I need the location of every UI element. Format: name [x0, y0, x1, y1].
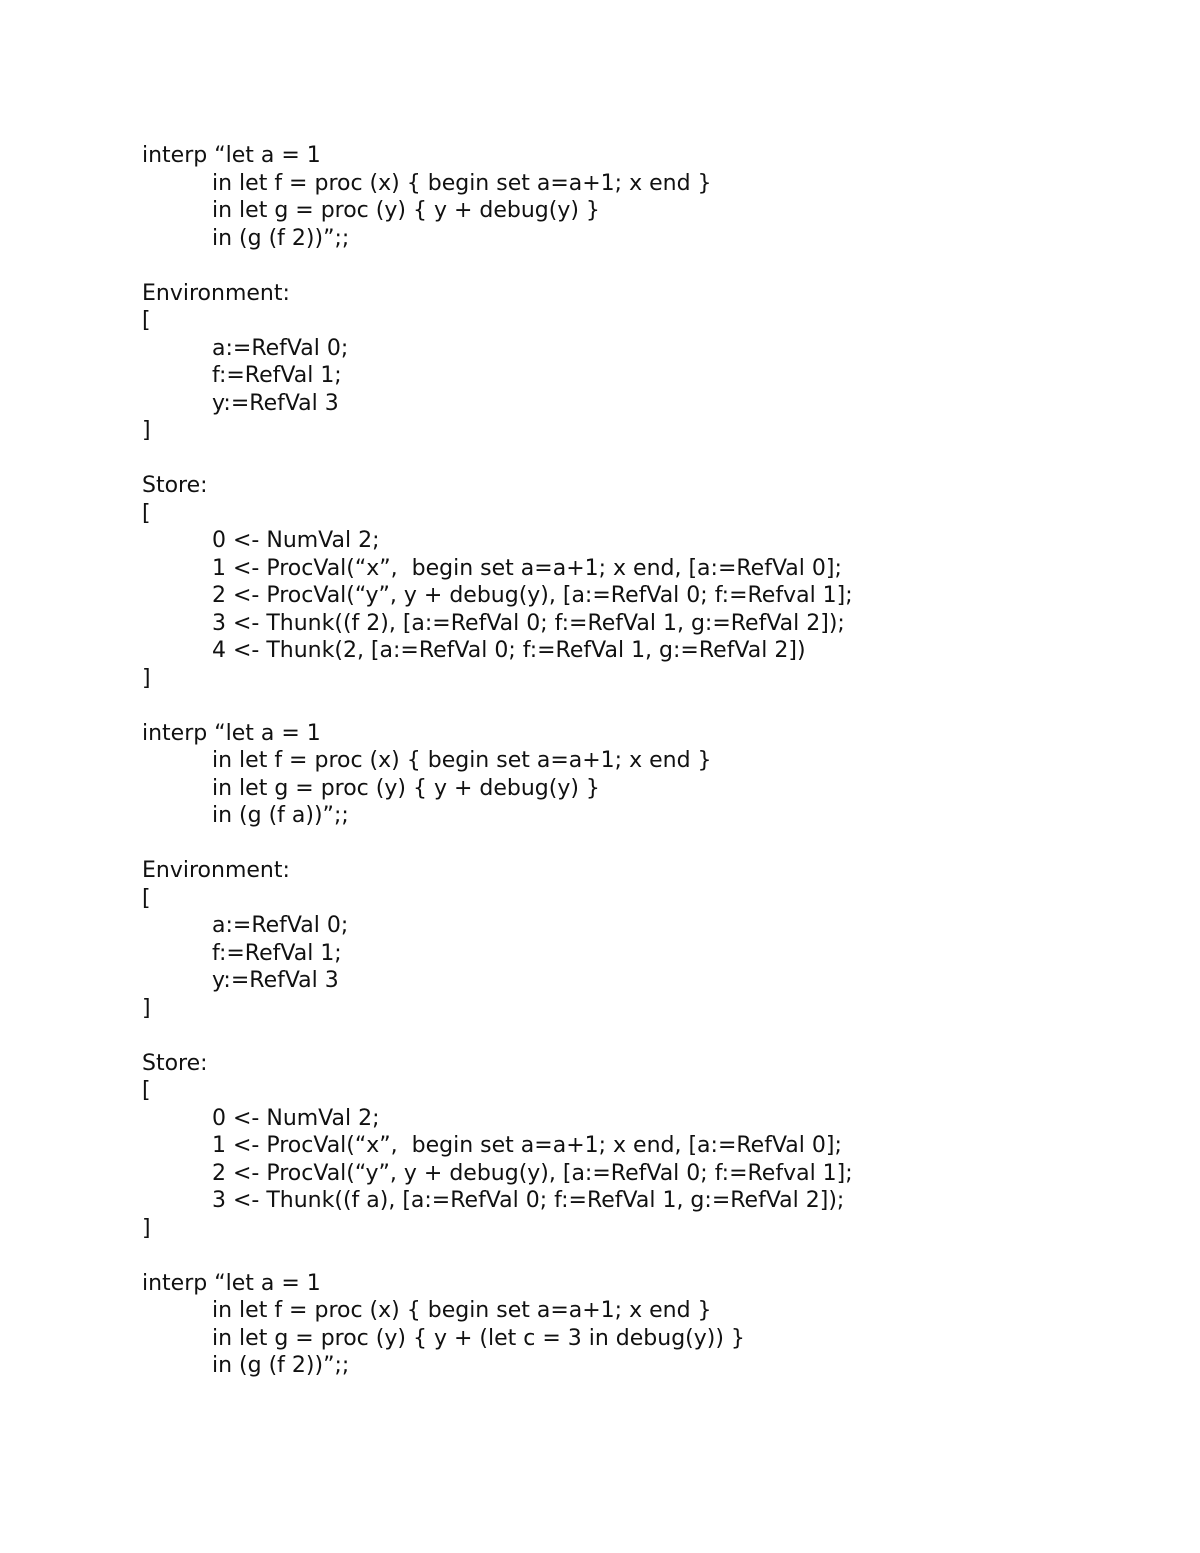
- close-bracket: ]: [142, 995, 151, 1021]
- spacer: [142, 252, 1142, 280]
- open-bracket: [: [142, 500, 151, 526]
- store-heading: Store:: [142, 473, 208, 498]
- environment-entry: a:=RefVal 0;: [212, 335, 349, 361]
- spacer: [142, 445, 1142, 473]
- store-entry: 1 <- ProcVal(“x”, begin set a=a+1; x end, [a:=RefVal 0];: [212, 555, 842, 581]
- store-entry: 3 <- Thunk((f a), [a:=RefVal 0; f:=RefVal 1, g:=RefVal 2]);: [212, 1188, 845, 1213]
- store-section-2: [142, 1050, 1142, 1243]
- interp-block-1: [142, 142, 1142, 252]
- environment-entry: f:=RefVal 1;: [212, 940, 342, 966]
- interp-line: in (g (f a))”;;: [212, 803, 349, 828]
- interp-line: in let f = proc (x) { begin set a=a+1; x end }: [212, 1298, 712, 1323]
- close-bracket: ]: [142, 665, 151, 691]
- environment-entry: a:=RefVal 0;: [212, 913, 349, 938]
- open-bracket: [: [142, 1078, 151, 1103]
- spacer: [142, 1022, 1142, 1050]
- open-bracket: [: [142, 885, 151, 911]
- interp-line: interp “let a = 1: [142, 720, 321, 746]
- store-entry: 2 <- ProcVal(“y”, y + debug(y), [a:=RefVal 0; f:=Refval 1];: [212, 583, 853, 608]
- environment-section-1: [142, 280, 1142, 445]
- interp-line: interp “let a = 1: [142, 1270, 321, 1296]
- interp-block-3: [142, 1270, 1142, 1380]
- close-bracket: ]: [142, 1215, 151, 1241]
- interp-line: in (g (f 2))”;;: [212, 1353, 350, 1378]
- environment-heading: Environment:: [142, 280, 290, 306]
- interp-line: in let g = proc (y) { y + (let c = 3 in debug(y)) }: [212, 1325, 745, 1351]
- store-heading: Store:: [142, 1050, 208, 1076]
- store-entry: 0 <- NumVal 2;: [212, 1105, 380, 1131]
- interp-line: in let g = proc (y) { y + debug(y) }: [212, 198, 600, 223]
- open-bracket: [: [142, 308, 151, 333]
- spacer: [142, 1242, 1142, 1270]
- store-entry: 3 <- Thunk((f 2), [a:=RefVal 0; f:=RefVal 1, g:=RefVal 2]);: [212, 610, 845, 636]
- spacer: [142, 692, 1142, 720]
- interp-line: in let f = proc (x) { begin set a=a+1; x end }: [212, 170, 712, 196]
- store-entry: 0 <- NumVal 2;: [212, 528, 380, 553]
- document-body: [142, 142, 1142, 1380]
- environment-entry: y:=RefVal 3: [212, 968, 339, 993]
- interp-line: in let f = proc (x) { begin set a=a+1; x end }: [212, 748, 712, 773]
- interp-block-2: [142, 720, 1142, 830]
- interp-line: interp “let a = 1: [142, 143, 321, 168]
- store-entry: 1 <- ProcVal(“x”, begin set a=a+1; x end, [a:=RefVal 0];: [212, 1133, 842, 1158]
- environment-section-2: [142, 857, 1142, 1022]
- environment-entry: y:=RefVal 3: [212, 390, 339, 416]
- environment-heading: Environment:: [142, 858, 290, 883]
- store-entry: 4 <- Thunk(2, [a:=RefVal 0; f:=RefVal 1, g:=RefVal 2]): [212, 638, 806, 663]
- close-bracket: ]: [142, 418, 151, 443]
- environment-entry: f:=RefVal 1;: [212, 363, 342, 388]
- spacer: [142, 830, 1142, 858]
- interp-line: in (g (f 2))”;;: [212, 225, 350, 251]
- store-section-1: [142, 472, 1142, 692]
- store-entry: 2 <- ProcVal(“y”, y + debug(y), [a:=RefVal 0; f:=Refval 1];: [212, 1160, 853, 1186]
- interp-line: in let g = proc (y) { y + debug(y) }: [212, 775, 600, 801]
